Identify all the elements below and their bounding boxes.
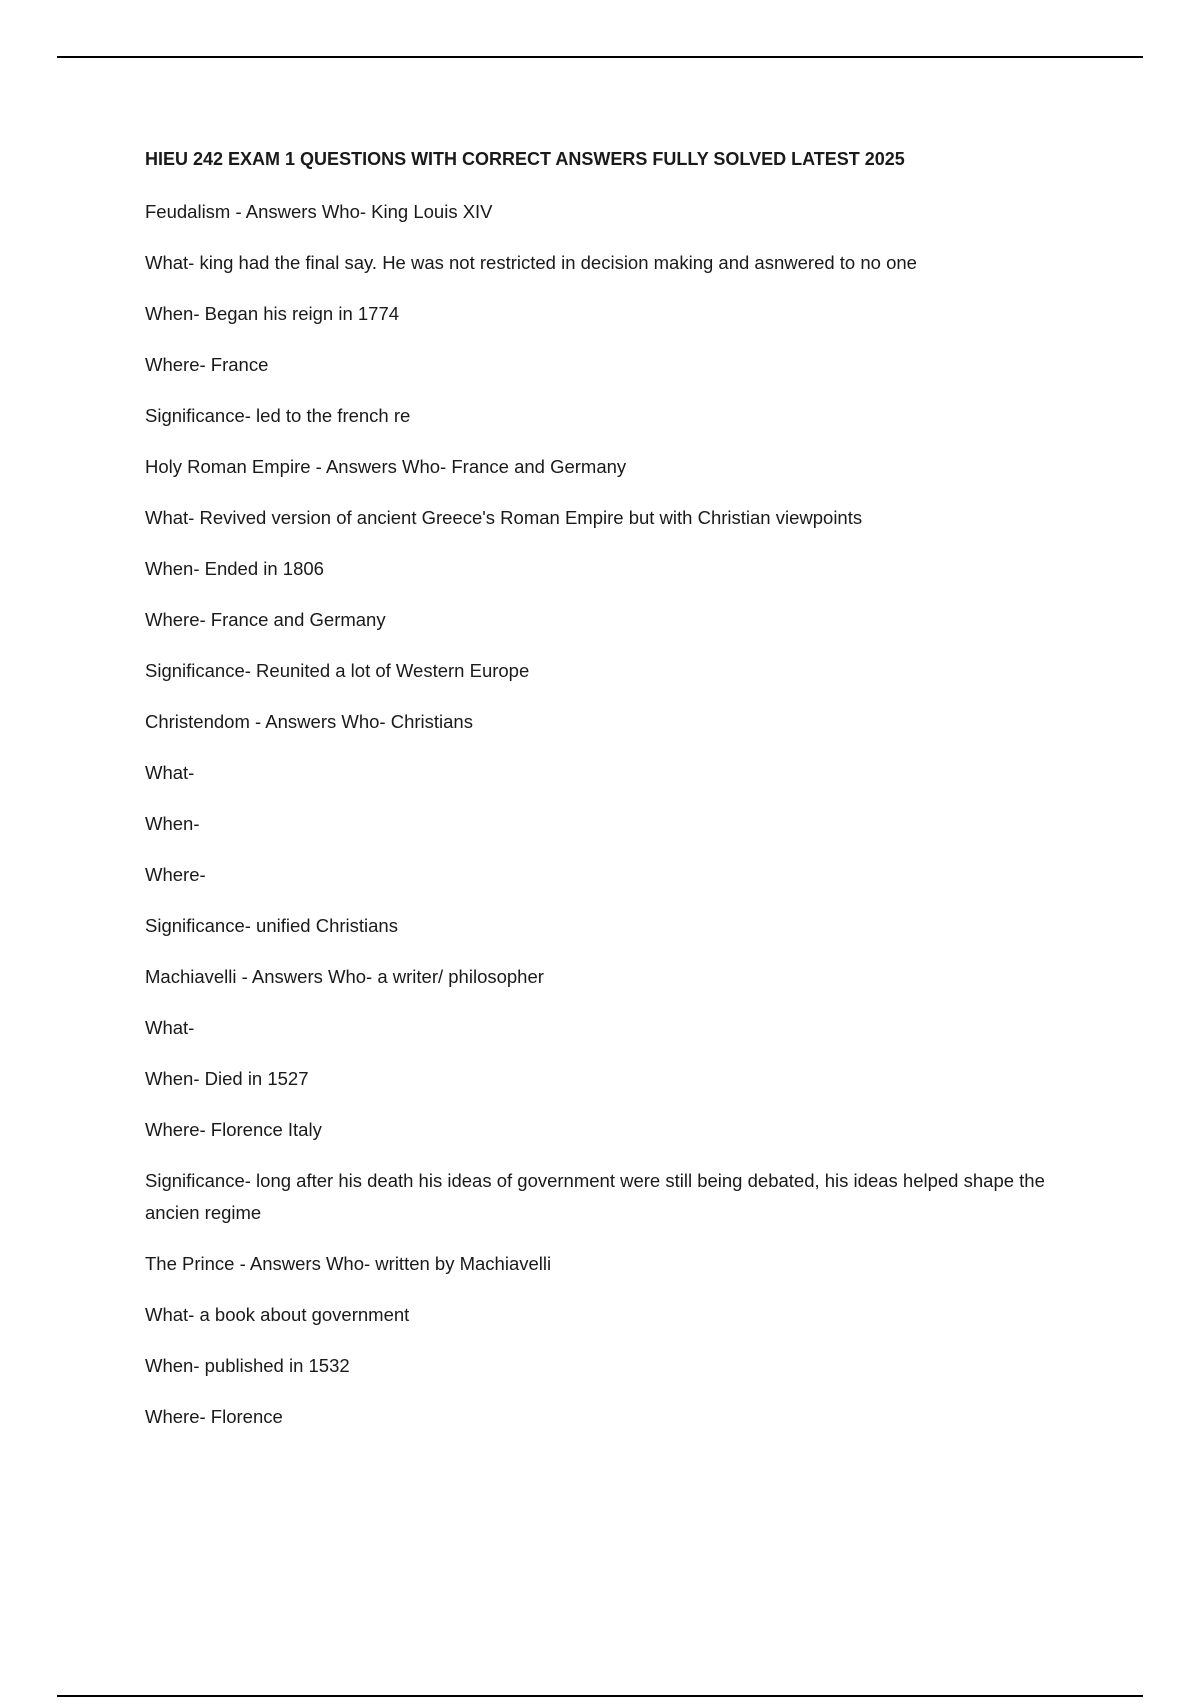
footer-rule (57, 1695, 1143, 1697)
text-line: When- published in 1532 (145, 1355, 350, 1376)
text-line: Machiavelli - Answers Who- a writer/ philosopher (145, 966, 544, 987)
text-line: When- Began his reign in 1774 (145, 303, 400, 324)
text-line: Where- France (145, 354, 269, 375)
text-line: When- (145, 813, 200, 834)
header-rule (57, 56, 1143, 58)
text-line: The Prince - Answers Who- written by Machiavelli (145, 1253, 552, 1274)
text-line: Where- Florence (145, 1406, 283, 1427)
text-line: Feudalism - Answers Who- King Louis XIV (145, 201, 493, 222)
text-line: What- Revived version of ancient Greece's Roman Empire but with Christian viewpoints (145, 507, 863, 528)
text-line: Where- Florence Italy (145, 1119, 322, 1140)
text-line: Holy Roman Empire - Answers Who- France and Germany (145, 456, 627, 477)
text-line: Significance- Reunited a lot of Western Europe (145, 660, 530, 681)
text-line: What- (145, 1017, 195, 1038)
text-line: Significance- long after his death his ideas of government were still being debated, his ideas helped shape the ancien regime (145, 1170, 1045, 1223)
text-line: What- (145, 762, 195, 783)
document-body (145, 146, 1065, 1452)
text-line: Significance- led to the french re (145, 405, 411, 426)
text-line: Christendom - Answers Who- Christians (145, 711, 473, 732)
text-line: Where- (145, 864, 206, 885)
text-line: Where- France and Germany (145, 609, 386, 630)
text-line: What- king had the final say. He was not restricted in decision making and asnwered to no one (145, 252, 917, 273)
document-title: HIEU 242 EXAM 1 QUESTIONS WITH CORRECT ANSWERS FULLY SOLVED LATEST 2025 (145, 149, 905, 169)
text-line: When- Died in 1527 (145, 1068, 309, 1089)
text-line: When- Ended in 1806 (145, 558, 324, 579)
text-line: Significance- unified Christians (145, 915, 398, 936)
text-line: What- a book about government (145, 1304, 410, 1325)
